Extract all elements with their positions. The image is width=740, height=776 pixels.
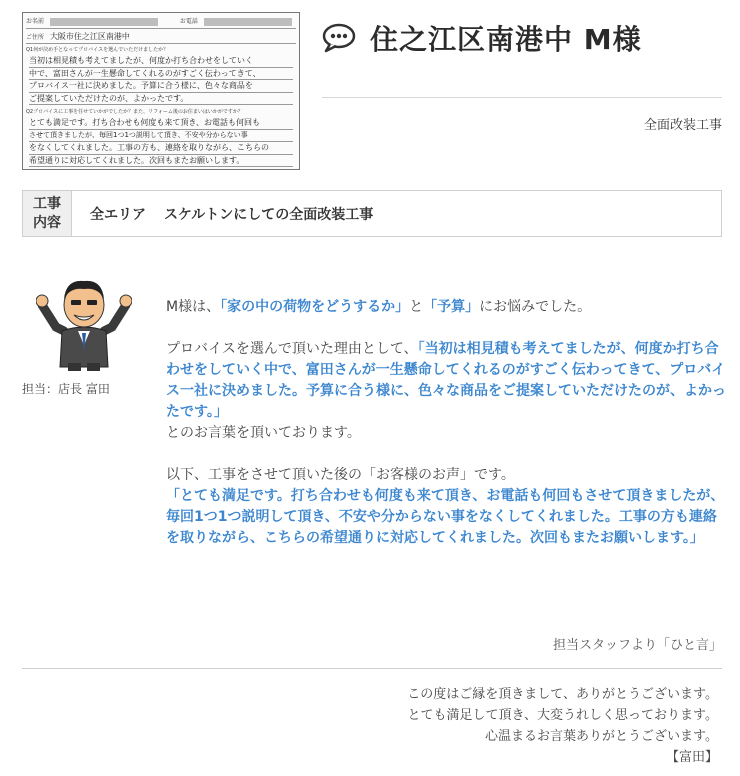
story-paragraph-2 [166, 339, 726, 444]
staff-comment-line: この度はご縁を頂きまして、ありがとうございます。 [407, 687, 718, 702]
work-spec-label-text: 工事内容 [33, 195, 61, 231]
story-text: プロバイスを選んで頂いた理由として、 [166, 341, 418, 357]
staff-comment-line: 心温まるお言葉ありがとうございます。 [485, 729, 718, 744]
survey-name-label: お名前 [26, 18, 45, 25]
story-text: M様は、 [166, 299, 221, 315]
story-text: とのお言葉を頂いております。 [166, 425, 361, 441]
survey-answer-1 [29, 55, 293, 105]
title-divider [322, 97, 722, 98]
speech-bubble-icon [322, 23, 358, 53]
story-highlight: 「家の中の荷物をどうするか」 [220, 299, 410, 315]
survey-a1-line: ご提案していただけたのが、よかったです。 [29, 93, 293, 106]
staff-comment [407, 684, 718, 768]
survey-address-row [26, 31, 296, 44]
survey-a2-line: とても満足です。打ち合わせも何度も来て頂き、お電話も何回も [29, 117, 293, 130]
story-highlight: 「予算」 [423, 299, 480, 315]
case-title [322, 18, 642, 58]
staff-caption: 担当：店長 富田 [22, 382, 110, 396]
survey-name-redacted [50, 18, 158, 26]
story-paragraph-1 [166, 297, 726, 318]
survey-address-value: 大阪市住之江区南港中 [49, 32, 130, 41]
story-text: にお悩みでした。 [479, 299, 592, 315]
story-highlight: 「とても満足です。打ち合わせも何度も来て頂き、お電話も何回もさせて頂きましたが、毎回1つ1つ説明して頂き、不安や分からない事をなくしてくれました。工事の方も連絡を取りながら、こちらの希望通りに対応してくれました。次回もまたお願いします。」 [166, 488, 725, 546]
comment-divider [22, 668, 722, 669]
survey-q2: Q2プロバイスに工事を任せていかがでしたか？また、リフォーム後のお住まいはいかがですか？ [26, 109, 243, 115]
staff-avatar-icon [36, 275, 132, 375]
survey-phone-label: お電話 [179, 18, 198, 25]
story-text: 以下、工事をさせて頂いた後の「お客様のお声」です。 [166, 467, 515, 483]
survey-q1: Q1何が決め手となってプロバイスを選んでいただけましたか？ [26, 47, 169, 53]
survey-a2-line: させて頂きましたが、毎回1つ1つ説明して頂き、不安や分からない事 [29, 130, 293, 143]
case-story [166, 297, 726, 570]
survey-address-label: ご住所 [26, 34, 45, 41]
survey-a2-line: 希望通りに対応してくれました。次回もまたお願いします。 [29, 155, 293, 168]
story-highlight: 「当初は相見積も考えてましたが、何度か打ち合わせをしていく中で、富田さんが一生懸命してくれるのがすごく伝わってきて、プロバイス一社に決めました。予算に合う様に、色々な商品をご提案していただけたのが、よかったです。」 [166, 341, 726, 420]
survey-a1-line: 当初は相見積も考えてましたが、何度か打ち合わせをしていく [29, 55, 293, 68]
work-area: 全エリア [90, 206, 146, 223]
survey-a1-line: プロバイス一社に決めました。予算に合う様に、色々な商品を [29, 80, 293, 93]
work-category: 全面改装工事 [643, 118, 722, 133]
staff-comment-line: とても満足して頂き、大変うれしく思っております。 [407, 708, 718, 723]
work-spec-label [23, 191, 72, 236]
story-paragraph-3 [166, 465, 726, 549]
story-text: と [409, 299, 424, 315]
survey-a1-line: 中で、富田さんが一生懸命してくれるのがすごく伝わってきて、 [29, 68, 293, 81]
survey-name-row [26, 16, 296, 29]
survey-answer-2 [29, 117, 293, 167]
customer-survey-image [22, 12, 300, 170]
staff-comment-signature: 【富田】 [665, 750, 718, 765]
page-title: 住之江区南港中 M様 [370, 23, 642, 56]
work-spec-row [22, 190, 722, 237]
survey-a2-line: をなくしてくれました。工事の方も、連絡を取りながら、こちらの [29, 142, 293, 155]
staff-comment-heading: 担当スタッフより「ひと言」 [552, 638, 722, 653]
work-description: スケルトンにしての全面改装工事 [164, 206, 374, 223]
survey-phone-redacted [204, 18, 292, 26]
